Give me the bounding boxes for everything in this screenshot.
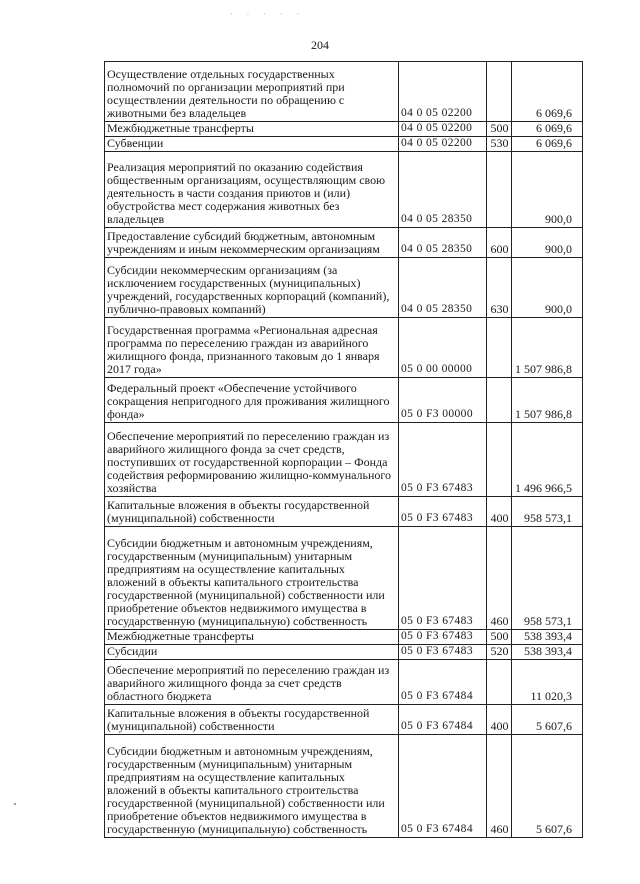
table-row: [105, 645, 583, 660]
row-name: Обеспечение мероприятий по переселению граждан из аварийного жилищного фонда за счет средств, поступивших от государственной корпорации – Фонда содействия реформированию жилищно-коммунального хозяйства: [105, 423, 399, 497]
row-vr: [487, 660, 512, 705]
row-vr: 630: [487, 258, 512, 318]
table-row: [105, 122, 583, 137]
row-code: 04 0 05 02200: [399, 137, 487, 152]
row-name: Федеральный проект «Обеспечение устойчивого сокращения непригодного для проживания жилищного фонда»: [105, 378, 399, 423]
row-code: 04 0 05 02200: [399, 122, 487, 137]
table-row: [105, 228, 583, 258]
table-row: [105, 527, 583, 630]
page-number: 204: [311, 38, 329, 52]
table-row: [105, 137, 583, 152]
scan-specks: · · · · ·: [230, 10, 306, 19]
row-code: 05 0 F3 67483: [399, 645, 487, 660]
row-code: 05 0 F3 67484: [399, 705, 487, 735]
table-row: [105, 62, 583, 122]
table-row: [105, 660, 583, 705]
row-amount: 6 069,6: [512, 62, 583, 122]
row-name: Субсидии бюджетным и автономным учреждениям, государственным (муниципальным) унитарным предприятиям на осуществление капитальных вложений в объекты капитального строительства государственной (муниципальной) собственности или приобретение объектов недвижимого имущества в государственную (муниципальную) собственность: [105, 735, 399, 838]
row-vr: [487, 152, 512, 228]
row-name: Субсидии бюджетным и автономным учреждениям, государственным (муниципальным) унитарным предприятиям на осуществление капитальных вложений в объекты капитального строительства государственной (муниципальной) собственности или приобретение объектов недвижимого имущества в государственную (муниципальную) собственность: [105, 527, 399, 630]
table-row: [105, 258, 583, 318]
row-name: Субсидии некоммерческим организациям (за исключением государственных (муниципальных) учреждений, государственных корпораций (компаний), публично-правовых компаний): [105, 258, 399, 318]
row-name: Субсидии: [105, 645, 399, 660]
row-name: Межбюджетные трансферты: [105, 630, 399, 645]
row-amount: 1 507 986,8: [512, 378, 583, 423]
row-name: Капитальные вложения в объекты государственной (муниципальной) собственности: [105, 705, 399, 735]
scan-dot: [14, 803, 16, 805]
row-code: 04 0 05 28350: [399, 228, 487, 258]
row-vr: 400: [487, 705, 512, 735]
row-vr: 520: [487, 645, 512, 660]
table-row: [105, 318, 583, 378]
table-row: [105, 630, 583, 645]
row-amount: 6 069,6: [512, 137, 583, 152]
row-code: 05 0 F3 67484: [399, 735, 487, 838]
row-amount: 538 393,4: [512, 645, 583, 660]
row-vr: [487, 318, 512, 378]
row-name: Государственная программа «Региональная адресная программа по переселению граждан из аварийного жилищного фонда, признанного таковым до 1 января 2017 года»: [105, 318, 399, 378]
row-name: Осуществление отдельных государственных полномочий по организации мероприятий при осуществлении деятельности по обращению с животными без владельцев: [105, 62, 399, 122]
table-row: [105, 152, 583, 228]
table-row: [105, 497, 583, 527]
row-amount: 538 393,4: [512, 630, 583, 645]
row-vr: [487, 423, 512, 497]
row-code: 04 0 05 02200: [399, 62, 487, 122]
row-vr: 500: [487, 122, 512, 137]
row-amount: 6 069,6: [512, 122, 583, 137]
row-amount: 11 020,3: [512, 660, 583, 705]
row-code: 05 0 F3 67483: [399, 497, 487, 527]
row-vr: 460: [487, 735, 512, 838]
row-amount: 900,0: [512, 228, 583, 258]
row-name: Капитальные вложения в объекты государственной (муниципальной) собственности: [105, 497, 399, 527]
row-amount: 900,0: [512, 258, 583, 318]
table-row: [105, 735, 583, 838]
row-name: Обеспечение мероприятий по переселению граждан из аварийного жилищного фонда за счет средств областного бюджета: [105, 660, 399, 705]
row-code: 05 0 F3 67483: [399, 527, 487, 630]
row-vr: 500: [487, 630, 512, 645]
row-amount: 1 507 986,8: [512, 318, 583, 378]
row-amount: 5 607,6: [512, 705, 583, 735]
row-name: Реализация мероприятий по оказанию содействия общественным организациям, осуществляющим свою деятельность в части создания приютов и (или) обустройства мест содержания животных без владельцев: [105, 152, 399, 228]
table-row: [105, 378, 583, 423]
row-code: 05 0 F3 67484: [399, 660, 487, 705]
row-code: 05 0 F3 00000: [399, 378, 487, 423]
row-vr: 600: [487, 228, 512, 258]
row-amount: 5 607,6: [512, 735, 583, 838]
row-code: 05 0 F3 67483: [399, 630, 487, 645]
row-code: 05 0 F3 67483: [399, 423, 487, 497]
row-code: 05 0 00 00000: [399, 318, 487, 378]
row-vr: [487, 62, 512, 122]
row-amount: 1 496 966,5: [512, 423, 583, 497]
row-name: Предоставление субсидий бюджетным, автономным учреждениям и иным некоммерческим организациям: [105, 228, 399, 258]
table-row: [105, 423, 583, 497]
row-code: 04 0 05 28350: [399, 258, 487, 318]
row-name: Субвенции: [105, 137, 399, 152]
table-row: [105, 705, 583, 735]
row-amount: 958 573,1: [512, 527, 583, 630]
row-vr: 530: [487, 137, 512, 152]
row-vr: 400: [487, 497, 512, 527]
row-code: 04 0 05 28350: [399, 152, 487, 228]
row-vr: [487, 378, 512, 423]
row-name: Межбюджетные трансферты: [105, 122, 399, 137]
row-vr: 460: [487, 527, 512, 630]
row-amount: 958 573,1: [512, 497, 583, 527]
row-amount: 900,0: [512, 152, 583, 228]
budget-table: [104, 61, 583, 838]
